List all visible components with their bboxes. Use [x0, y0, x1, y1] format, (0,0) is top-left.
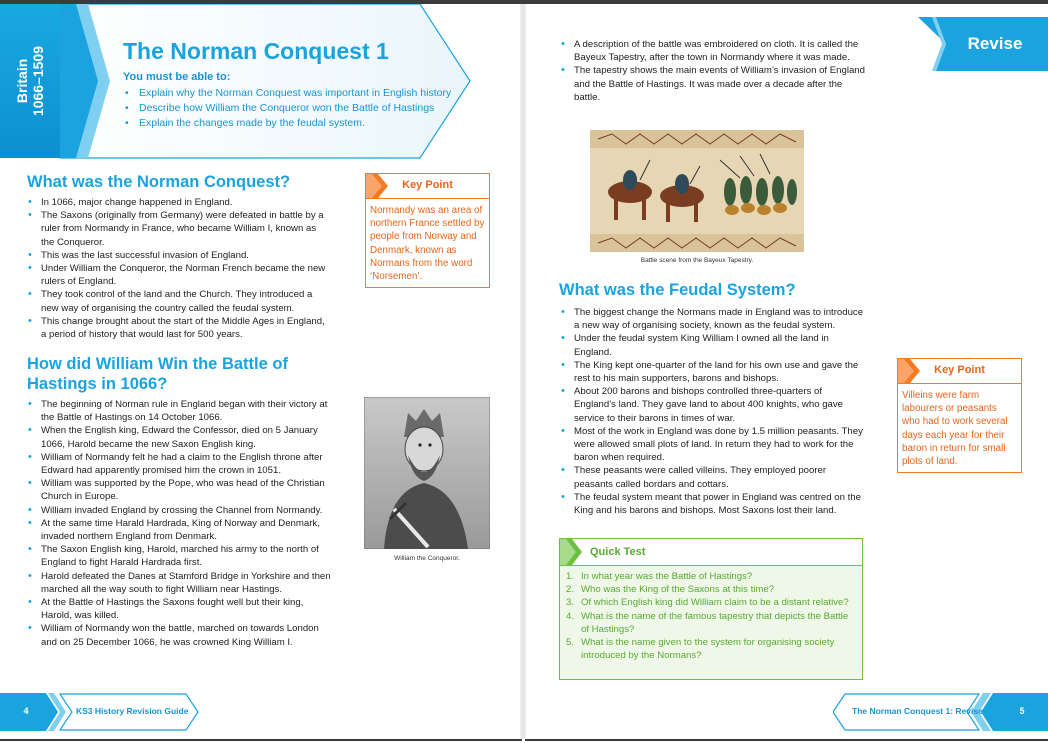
portrait-caption: William the Conqueror.: [394, 555, 460, 562]
subject-tab-label: Britain 1066–1509: [14, 45, 46, 117]
list-item: • At the same time Harald Hardrada, King of Norway and Denmark, invaded northern England from Denmark.: [27, 517, 332, 543]
quick-test-box: [559, 538, 863, 680]
list-item: • The Saxon English king, Harold, marched his army to the north of England to fight Harald Hardrada first.: [27, 543, 332, 569]
list-item: • The biggest change the Normans made in England was to introduce a new way of organising society, known as the feudal system.: [560, 306, 865, 332]
section-heading-norman-conquest: What was the Norman Conquest?: [27, 173, 291, 191]
page-title: The Norman Conquest 1: [123, 38, 389, 64]
list-item: • Under the feudal system King William I owned all the land in England.: [560, 332, 865, 358]
list-item: • The Saxons (originally from Germany) were defeated in battle by a ruler from Normandy in France, who became William I, known as the Conqueror.: [27, 209, 332, 249]
key-point-box: [897, 358, 1022, 473]
list-item: • A description of the battle was embroidered on cloth. It is called the Bayeux Tapestry, after the town in Normandy where it was made.: [560, 38, 865, 64]
list-item: • This change brought about the start of the Middle Ages in England, a period of history that would last for 500 years.: [27, 315, 332, 341]
list-item: • When the English king, Edward the Confessor, died on 5 January 1066, Harold became the new Saxon English king.: [27, 424, 332, 450]
list-item: • The King kept one-quarter of the land for his own use and gave the rest to his main supporters, barons and bishops.: [560, 359, 865, 385]
question-item: 5. What is the name given to the system for organising society introduced by the Normans?: [566, 637, 835, 662]
tapestry-caption: Battle scene from the Bayeux Tapestry.: [640, 257, 754, 264]
list-item: • The tapestry shows the main events of William’s invasion of England and the Battle of Hastings. It was made over a decade after the battle.: [560, 64, 865, 104]
list-item: • William of Normandy won the battle, marched on towards London and on 25 December 1066, he was crowned King William I.: [27, 622, 332, 648]
bottom-border-left: [0, 739, 522, 741]
objective-item: • Describe how William the Conqueror won the Battle of Hastings: [123, 101, 451, 116]
list-item: • At the Battle of Hastings the Saxons fought well but their king, Harold, was killed.: [27, 596, 332, 622]
header-banner: [0, 4, 480, 160]
question-item: 4. What is the name of the famous tapestry that depicts the Battle of Hastings?: [566, 610, 849, 635]
key-point-text: Normandy was an area of northern France settled by people from Norway and Denmark, known as Normans from the word ‘Norsemen’.: [370, 205, 485, 283]
list-item: • William invaded England by crossing the Channel from Normandy.: [27, 504, 332, 517]
question-item: 3. Of which English king did William claim to be a distant relative?: [566, 597, 849, 609]
question-item: 2. Who was the King of the Saxons at this time?: [566, 584, 775, 596]
william-portrait-image: [364, 397, 490, 549]
revise-tab-label: Revise: [967, 34, 1023, 53]
bottom-border-right: [525, 739, 1048, 741]
list-item: • The feudal system meant that power in England was centred on the King and his barons and bishops. Most Saxons lost their land.: [560, 491, 865, 517]
list-item: • Harold defeated the Danes at Stamford Bridge in Yorkshire and then marched all the way south to fight William near Hastings.: [27, 570, 332, 596]
tapestry-list: [560, 38, 865, 104]
hastings-list: [27, 398, 332, 649]
list-item: • The beginning of Norman rule in England began with their victory at the Battle of Hastings on 14 October 1066.: [27, 398, 332, 424]
section-heading-battle-of-hastings: How did William Win the Battle of Hastings in 1066?: [27, 355, 288, 393]
key-point-box: [365, 173, 490, 288]
list-item: • Under William the Conqueror, the Norman French became the new rulers of England.: [27, 262, 332, 288]
question-item: 1. In what year was the Battle of Hastings?: [566, 571, 753, 582]
quick-test-title: Quick Test: [590, 546, 646, 558]
bayeux-tapestry-image: [590, 130, 804, 252]
list-item: • William was supported by the Pope, who was head of the Christian Church in Europe.: [27, 477, 332, 503]
list-item: • This was the last successful invasion of England.: [27, 249, 332, 262]
page-gutter: [520, 4, 526, 739]
key-point-title: Key Point: [934, 364, 985, 376]
list-item: • About 200 barons and bishops controlled three-quarters of England’s land. They gave land to about 400 knights, who gave service to their barons in times of war.: [560, 385, 865, 425]
page-number-right: 5: [1019, 706, 1025, 716]
objective-item: • Explain why the Norman Conquest was important in English history: [123, 86, 451, 101]
footer-book-title: KS3 History Revision Guide: [76, 706, 189, 716]
key-point-title: Key Point: [402, 179, 453, 191]
list-item: • These peasants were called villeins. They employed poorer peasants called bordars and cottars.: [560, 464, 865, 490]
objectives-intro: You must be able to:: [123, 71, 231, 83]
norman-conquest-list: [27, 196, 332, 341]
list-item: • In 1066, major change happened in England.: [27, 196, 332, 209]
page-number-left: 4: [23, 706, 29, 716]
section-heading-feudal-system: What was the Feudal System?: [559, 281, 796, 299]
feudal-system-list: [560, 306, 865, 517]
objectives-list: [123, 86, 451, 131]
list-item: • They took control of the land and the Church. They introduced a new way of organising the country called the feudal system.: [27, 288, 332, 314]
footer-section-title: The Norman Conquest 1: Revise: [852, 706, 983, 716]
key-point-text: Villeins were farm labourers or peasants who had to work several days each year for their baron in return for small plots of land.: [902, 390, 1008, 468]
quick-test-marker-icon: [560, 539, 584, 565]
objective-item: • Explain the changes made by the feudal system.: [123, 116, 451, 131]
list-item: • William of Normandy felt he had a claim to the English throne after Edward had apparently promised him the crown in 1051.: [27, 451, 332, 477]
quick-test-questions: [560, 566, 862, 666]
list-item: • Most of the work in England was done by 1.5 million peasants. They were allowed small plots of land. In return they had to work for the baron when required.: [560, 425, 865, 465]
